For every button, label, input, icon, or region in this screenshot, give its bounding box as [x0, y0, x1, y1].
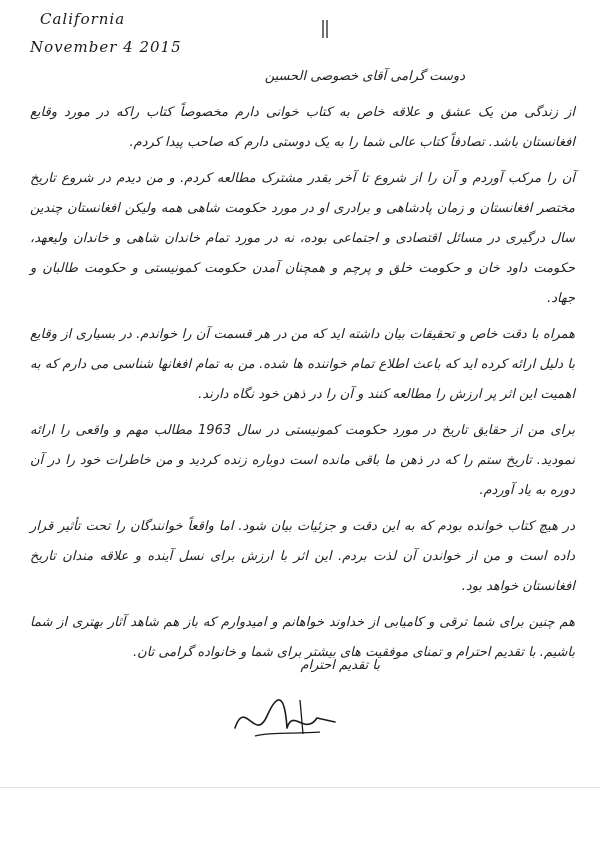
page-number: [320, 18, 330, 40]
letter-date: November 4 2015: [30, 38, 182, 56]
signature: [225, 688, 345, 748]
letter-paragraph-3: همراه با دقت خاص و تحقیقات بیان داشته اید که من در هر قسمت آن را خواندم. در بسیاری از وقایع با دلیل ارائه کرده اید که باعث اطلاع تمام خواننده ها شده. من به تمام افغانها شناسی می دارم که به اهمیت این اثر پر ارزش را مطالعه کنند و آن را در ذهن خود نگاه دارند.: [30, 327, 575, 402]
letter-salutation: دوست گرامی آقای خصوصی الحسین: [264, 69, 465, 84]
letter-paragraph-6: هم چنین برای شما ترقی و کامیابی از خداوند خواهانم و امیدوارم که باز هم شاهد آثار بهتری از شما باشیم. با تقدیم احترام و تمنای موفقیت های بیشتر برای شما و خانواده گرامی تان.: [30, 615, 575, 660]
page-number-mark: [320, 18, 330, 40]
letter-closing: با تقدیم احترام: [300, 658, 380, 673]
signature-drawing: [225, 688, 345, 748]
letter-paragraph-1: از زندگی من یک عشق و علاقه خاص به کتاب خوانی دارم مخصوصاً کتاب راکه در مورد وقایع افغانستان باشد. تصادفاً کتاب عالی شما را به یک دوستی دارم که صاحب پیدا کردم.: [30, 105, 575, 150]
letter-paragraph-2: آن را مرکب آوردم و آن را از شروع تا آخر بقدر مشترک مطالعه کردم. و من دیدم در شروع تاریخ مختصر افغانستان و زمان پادشاهی و برادری او در مورد حکومت شاهی همه ولیکن افغانستان چندین سال درگیری در مسائل اقتصادی و اجتماعی بوده، نه در مورد تمام خاندان شاهی و خاندان ولیعهد، حکومت داود خان و حکومت خلق و پرچم و همچنان آمدن حکومت کمونیستی و حکومت طالبان و جهاد.: [30, 171, 575, 306]
letter-paragraph-4: برای من از حقایق تاریخ در مورد حکومت کمونیستی در سال 1963 مطالب مهم و واقعی را ارائه نمودید. تاریخ ستم را که در ذهن ما باقی مانده است دوباره زنده کردید و من خاطرات خود را در آن دوره به یاد آوردم.: [30, 423, 575, 498]
letter-location: California: [40, 10, 126, 28]
letter-body: [30, 62, 575, 674]
page-bottom-edge: [0, 787, 600, 788]
letter-paragraph-5: در هیچ کتاب خوانده بودم که به این دقت و جزئیات بیان شود. اما واقعاً خوانندگان را تحت تأثیر قرار داده است و من از خواندن آن لذت بردم. این اثر با ارزش برای نسل آینده و علاقه مندان تاریخ افغانستان خواهد بود.: [30, 519, 575, 594]
